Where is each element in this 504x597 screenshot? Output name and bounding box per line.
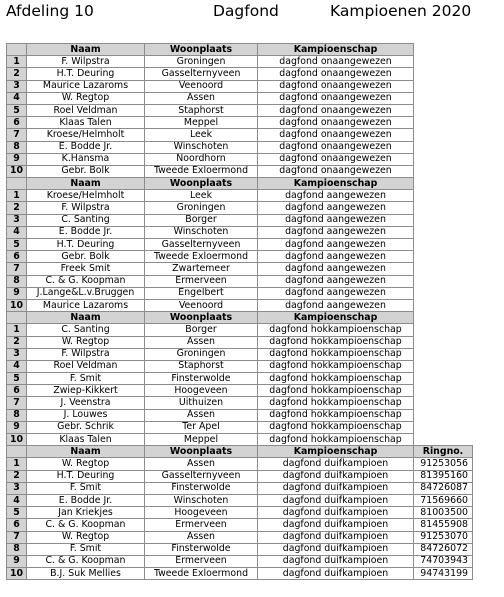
woonplaats-cell: Tweede Exloermond xyxy=(145,568,258,580)
rank-cell: 1 xyxy=(7,56,27,68)
naam-cell: C. & G. Koopman xyxy=(27,555,145,567)
naam-cell: W. Regtop xyxy=(27,458,145,470)
kampioenschap-cell: dagfond aangewezen xyxy=(258,275,414,287)
table-row xyxy=(7,409,473,421)
afdeling-title: Afdeling 10 xyxy=(6,2,94,20)
rank-cell: 5 xyxy=(7,507,27,519)
rank-cell: 3 xyxy=(7,482,27,494)
rank-cell: 8 xyxy=(7,409,27,421)
empty-cell xyxy=(414,153,473,165)
kampioenschap-cell: dagfond onaangewezen xyxy=(258,117,414,129)
kampioenschap-cell: dagfond hokkampioenschap xyxy=(258,336,414,348)
kampioenschap-cell: dagfond duifkampioen xyxy=(258,494,414,506)
naam-cell: W. Regtop xyxy=(27,531,145,543)
table-row xyxy=(7,141,473,153)
table-row xyxy=(7,421,473,433)
woonplaats-cell: Staphorst xyxy=(145,360,258,372)
woonplaats-cell: Assen xyxy=(145,531,258,543)
table-row xyxy=(7,373,473,385)
rank-cell: 2 xyxy=(7,336,27,348)
woonplaats-cell: Hoogeveen xyxy=(145,507,258,519)
naam-cell: Gebr. Bolk xyxy=(27,251,145,263)
empty-cell xyxy=(414,336,473,348)
ringno-cell: 84726087 xyxy=(414,482,473,494)
rank-cell: 8 xyxy=(7,275,27,287)
kampioenschap-cell: dagfond onaangewezen xyxy=(258,68,414,80)
kampioenschap-cell: dagfond onaangewezen xyxy=(258,104,414,116)
naam-cell: E. Bodde Jr. xyxy=(27,141,145,153)
woonplaats-cell: Ter Apel xyxy=(145,421,258,433)
header-ringno: Ringno. xyxy=(414,446,473,458)
woonplaats-cell: Staphorst xyxy=(145,104,258,116)
table-row xyxy=(7,275,473,287)
table-row xyxy=(7,153,473,165)
woonplaats-cell: Finsterwolde xyxy=(145,373,258,385)
table-row xyxy=(7,239,473,251)
table-row xyxy=(7,458,473,470)
ringno-cell: 91253056 xyxy=(414,458,473,470)
naam-cell: B.J. Suk Mellies xyxy=(27,568,145,580)
rank-cell: 2 xyxy=(7,202,27,214)
naam-cell: Jan Kriekjes xyxy=(27,507,145,519)
rank-cell: 6 xyxy=(7,117,27,129)
table-row xyxy=(7,385,473,397)
empty-cell xyxy=(414,56,473,68)
kampioenschap-cell: dagfond aangewezen xyxy=(258,239,414,251)
table-row xyxy=(7,434,473,446)
naam-cell: H.T. Deuring xyxy=(27,239,145,251)
header-empty xyxy=(414,44,473,56)
table-row xyxy=(7,555,473,567)
table-row xyxy=(7,519,473,531)
naam-cell: C. Santing xyxy=(27,324,145,336)
naam-cell: K.Hansma xyxy=(27,153,145,165)
kampioenschap-cell: dagfond duifkampioen xyxy=(258,470,414,482)
header-index xyxy=(7,44,27,56)
rank-cell: 5 xyxy=(7,239,27,251)
page-header xyxy=(6,2,500,24)
kampioenschap-cell: dagfond duifkampioen xyxy=(258,555,414,567)
empty-cell xyxy=(414,434,473,446)
header-empty xyxy=(414,312,473,324)
naam-cell: C. & G. Koopman xyxy=(27,275,145,287)
woonplaats-cell: Gasselternyveen xyxy=(145,239,258,251)
kampioenschap-cell: dagfond duifkampioen xyxy=(258,543,414,555)
rank-cell: 9 xyxy=(7,555,27,567)
table-row xyxy=(7,68,473,80)
rank-cell: 9 xyxy=(7,287,27,299)
naam-cell: Klaas Talen xyxy=(27,117,145,129)
rank-cell: 4 xyxy=(7,226,27,238)
header-woonplaats: Woonplaats xyxy=(145,178,258,190)
table-row xyxy=(7,251,473,263)
rank-cell: 8 xyxy=(7,141,27,153)
empty-cell xyxy=(414,251,473,263)
empty-cell xyxy=(414,299,473,311)
rank-cell: 3 xyxy=(7,348,27,360)
table-row xyxy=(7,494,473,506)
rank-cell: 9 xyxy=(7,153,27,165)
rank-cell: 10 xyxy=(7,568,27,580)
kampioenschap-cell: dagfond duifkampioen xyxy=(258,568,414,580)
woonplaats-cell: Ermerveen xyxy=(145,275,258,287)
kampioenschap-cell: dagfond onaangewezen xyxy=(258,141,414,153)
woonplaats-cell: Borger xyxy=(145,324,258,336)
woonplaats-cell: Assen xyxy=(145,409,258,421)
woonplaats-cell: Winschoten xyxy=(145,494,258,506)
rank-cell: 4 xyxy=(7,360,27,372)
woonplaats-cell: Engelbert xyxy=(145,287,258,299)
rank-cell: 9 xyxy=(7,421,27,433)
table-row xyxy=(7,299,473,311)
header-index xyxy=(7,446,27,458)
kampioenschap-cell: dagfond aangewezen xyxy=(258,263,414,275)
header-index xyxy=(7,178,27,190)
kampioenschap-cell: dagfond hokkampioenschap xyxy=(258,348,414,360)
woonplaats-cell: Veenoord xyxy=(145,80,258,92)
rank-cell: 5 xyxy=(7,373,27,385)
rank-cell: 1 xyxy=(7,324,27,336)
woonplaats-cell: Leek xyxy=(145,190,258,202)
table-row xyxy=(7,324,473,336)
kampioenschap-cell: dagfond hokkampioenschap xyxy=(258,373,414,385)
section-header-row xyxy=(7,446,473,458)
woonplaats-cell: Assen xyxy=(145,336,258,348)
woonplaats-cell: Ermerveen xyxy=(145,519,258,531)
empty-cell xyxy=(414,360,473,372)
woonplaats-cell: Groningen xyxy=(145,348,258,360)
ringno-cell: 94743199 xyxy=(414,568,473,580)
woonplaats-cell: Borger xyxy=(145,214,258,226)
naam-cell: Klaas Talen xyxy=(27,434,145,446)
kampioenschap-cell: dagfond aangewezen xyxy=(258,226,414,238)
rank-cell: 7 xyxy=(7,531,27,543)
kampioenschap-cell: dagfond duifkampioen xyxy=(258,507,414,519)
header-naam: Naam xyxy=(27,44,145,56)
naam-cell: W. Regtop xyxy=(27,336,145,348)
empty-cell xyxy=(414,202,473,214)
naam-cell: Kroese/Helmholt xyxy=(27,129,145,141)
rank-cell: 1 xyxy=(7,190,27,202)
rank-cell: 6 xyxy=(7,251,27,263)
rank-cell: 5 xyxy=(7,104,27,116)
kampioenschap-cell: dagfond duifkampioen xyxy=(258,519,414,531)
empty-cell xyxy=(414,409,473,421)
kampioenschap-cell: dagfond onaangewezen xyxy=(258,80,414,92)
ringno-cell: 84726072 xyxy=(414,543,473,555)
header-kampioenschap: Kampioenschap xyxy=(258,312,414,324)
header-woonplaats: Woonplaats xyxy=(145,446,258,458)
naam-cell: F. Smit xyxy=(27,482,145,494)
rank-cell: 10 xyxy=(7,165,27,177)
ringno-cell: 71569660 xyxy=(414,494,473,506)
naam-cell: C. & G. Koopman xyxy=(27,519,145,531)
rank-cell: 1 xyxy=(7,458,27,470)
dagfond-title: Dagfond xyxy=(213,2,279,20)
woonplaats-cell: Hoogeveen xyxy=(145,385,258,397)
woonplaats-cell: Finsterwolde xyxy=(145,482,258,494)
woonplaats-cell: Tweede Exloermond xyxy=(145,165,258,177)
naam-cell: W. Regtop xyxy=(27,92,145,104)
table-row xyxy=(7,226,473,238)
section-header-row xyxy=(7,312,473,324)
ringno-cell: 74703943 xyxy=(414,555,473,567)
empty-cell xyxy=(414,214,473,226)
empty-cell xyxy=(414,421,473,433)
rank-cell: 3 xyxy=(7,80,27,92)
woonplaats-cell: Winschoten xyxy=(145,141,258,153)
woonplaats-cell: Gasselternyveen xyxy=(145,470,258,482)
kampioenschap-cell: dagfond hokkampioenschap xyxy=(258,421,414,433)
empty-cell xyxy=(414,263,473,275)
table-row xyxy=(7,56,473,68)
empty-cell xyxy=(414,397,473,409)
rank-cell: 4 xyxy=(7,494,27,506)
naam-cell: J.Lange&L.v.Bruggen xyxy=(27,287,145,299)
header-naam: Naam xyxy=(27,178,145,190)
rank-cell: 3 xyxy=(7,214,27,226)
naam-cell: Maurice Lazaroms xyxy=(27,80,145,92)
woonplaats-cell: Ermerveen xyxy=(145,555,258,567)
naam-cell: Roel Veldman xyxy=(27,104,145,116)
table-row xyxy=(7,348,473,360)
empty-cell xyxy=(414,385,473,397)
kampioenschap-cell: dagfond aangewezen xyxy=(258,287,414,299)
ringno-cell: 81395160 xyxy=(414,470,473,482)
rank-cell: 2 xyxy=(7,470,27,482)
kampioenen-title: Kampioenen 2020 xyxy=(330,2,472,20)
table-row xyxy=(7,507,473,519)
naam-cell: C. Santing xyxy=(27,214,145,226)
naam-cell: F. Smit xyxy=(27,543,145,555)
empty-cell xyxy=(414,275,473,287)
kampioenschap-cell: dagfond duifkampioen xyxy=(258,482,414,494)
empty-cell xyxy=(414,348,473,360)
header-naam: Naam xyxy=(27,312,145,324)
woonplaats-cell: Assen xyxy=(145,458,258,470)
header-woonplaats: Woonplaats xyxy=(145,44,258,56)
kampioenschap-cell: dagfond onaangewezen xyxy=(258,92,414,104)
rank-cell: 6 xyxy=(7,519,27,531)
rank-cell: 4 xyxy=(7,92,27,104)
kampioenschap-cell: dagfond aangewezen xyxy=(258,251,414,263)
table-row xyxy=(7,92,473,104)
table-row xyxy=(7,190,473,202)
table-row xyxy=(7,263,473,275)
kampioenen-table xyxy=(6,43,473,580)
empty-cell xyxy=(414,104,473,116)
header-index xyxy=(7,312,27,324)
header-kampioenschap: Kampioenschap xyxy=(258,178,414,190)
kampioenschap-cell: dagfond onaangewezen xyxy=(258,153,414,165)
empty-cell xyxy=(414,373,473,385)
empty-cell xyxy=(414,129,473,141)
naam-cell: Zwiep-Kikkert xyxy=(27,385,145,397)
header-kampioenschap: Kampioenschap xyxy=(258,44,414,56)
kampioenschap-cell: dagfond hokkampioenschap xyxy=(258,385,414,397)
woonplaats-cell: Groningen xyxy=(145,202,258,214)
table-row xyxy=(7,568,473,580)
woonplaats-cell: Tweede Exloermond xyxy=(145,251,258,263)
naam-cell: F. Wilpstra xyxy=(27,348,145,360)
naam-cell: F. Wilpstra xyxy=(27,202,145,214)
rank-cell: 2 xyxy=(7,68,27,80)
kampioenschap-cell: dagfond aangewezen xyxy=(258,202,414,214)
empty-cell xyxy=(414,239,473,251)
empty-cell xyxy=(414,141,473,153)
naam-cell: H.T. Deuring xyxy=(27,68,145,80)
empty-cell xyxy=(414,165,473,177)
woonplaats-cell: Finsterwolde xyxy=(145,543,258,555)
naam-cell: F. Wilpstra xyxy=(27,56,145,68)
kampioenschap-cell: dagfond aangewezen xyxy=(258,299,414,311)
table-row xyxy=(7,543,473,555)
section-header-row xyxy=(7,178,473,190)
rank-cell: 10 xyxy=(7,299,27,311)
kampioenschap-cell: dagfond onaangewezen xyxy=(258,56,414,68)
table-row xyxy=(7,360,473,372)
ringno-cell: 91253070 xyxy=(414,531,473,543)
naam-cell: Gebr. Schrik xyxy=(27,421,145,433)
naam-cell: Maurice Lazaroms xyxy=(27,299,145,311)
kampioenschap-cell: dagfond hokkampioenschap xyxy=(258,397,414,409)
header-empty xyxy=(414,178,473,190)
table-row xyxy=(7,482,473,494)
kampioenschap-cell: dagfond hokkampioenschap xyxy=(258,360,414,372)
woonplaats-cell: Noordhorn xyxy=(145,153,258,165)
table-row xyxy=(7,336,473,348)
naam-cell: Freek Smit xyxy=(27,263,145,275)
kampioenschap-cell: dagfond aangewezen xyxy=(258,190,414,202)
kampioenschap-cell: dagfond hokkampioenschap xyxy=(258,324,414,336)
rank-cell: 7 xyxy=(7,397,27,409)
woonplaats-cell: Winschoten xyxy=(145,226,258,238)
header-naam: Naam xyxy=(27,446,145,458)
rank-cell: 10 xyxy=(7,434,27,446)
rank-cell: 7 xyxy=(7,129,27,141)
naam-cell: Kroese/Helmholt xyxy=(27,190,145,202)
header-kampioenschap: Kampioenschap xyxy=(258,446,414,458)
empty-cell xyxy=(414,226,473,238)
naam-cell: F. Smit xyxy=(27,373,145,385)
kampioenschap-cell: dagfond onaangewezen xyxy=(258,129,414,141)
table-row xyxy=(7,165,473,177)
naam-cell: J. Veenstra xyxy=(27,397,145,409)
naam-cell: E. Bodde Jr. xyxy=(27,226,145,238)
header-woonplaats: Woonplaats xyxy=(145,312,258,324)
empty-cell xyxy=(414,68,473,80)
woonplaats-cell: Assen xyxy=(145,92,258,104)
kampioenschap-cell: dagfond hokkampioenschap xyxy=(258,434,414,446)
table-row xyxy=(7,287,473,299)
rank-cell: 6 xyxy=(7,385,27,397)
section-header-row xyxy=(7,44,473,56)
naam-cell: H.T. Deuring xyxy=(27,470,145,482)
table-row xyxy=(7,117,473,129)
woonplaats-cell: Zwartemeer xyxy=(145,263,258,275)
naam-cell: Roel Veldman xyxy=(27,360,145,372)
table-row xyxy=(7,470,473,482)
table-row xyxy=(7,397,473,409)
woonplaats-cell: Uithuizen xyxy=(145,397,258,409)
empty-cell xyxy=(414,92,473,104)
woonplaats-cell: Gasselternyveen xyxy=(145,68,258,80)
kampioenschap-cell: dagfond duifkampioen xyxy=(258,458,414,470)
woonplaats-cell: Leek xyxy=(145,129,258,141)
kampioenschap-cell: dagfond aangewezen xyxy=(258,214,414,226)
empty-cell xyxy=(414,324,473,336)
kampioenschap-cell: dagfond duifkampioen xyxy=(258,531,414,543)
empty-cell xyxy=(414,190,473,202)
empty-cell xyxy=(414,80,473,92)
kampioenschap-cell: dagfond onaangewezen xyxy=(258,165,414,177)
table-row xyxy=(7,129,473,141)
kampioenschap-cell: dagfond hokkampioenschap xyxy=(258,409,414,421)
ringno-cell: 81455908 xyxy=(414,519,473,531)
ringno-cell: 81003500 xyxy=(414,507,473,519)
naam-cell: Gebr. Bolk xyxy=(27,165,145,177)
rank-cell: 8 xyxy=(7,543,27,555)
table-row xyxy=(7,214,473,226)
table-row xyxy=(7,531,473,543)
naam-cell: J. Louwes xyxy=(27,409,145,421)
empty-cell xyxy=(414,287,473,299)
table-row xyxy=(7,104,473,116)
woonplaats-cell: Meppel xyxy=(145,434,258,446)
woonplaats-cell: Meppel xyxy=(145,117,258,129)
woonplaats-cell: Groningen xyxy=(145,56,258,68)
empty-cell xyxy=(414,117,473,129)
table-row xyxy=(7,202,473,214)
woonplaats-cell: Veenoord xyxy=(145,299,258,311)
rank-cell: 7 xyxy=(7,263,27,275)
table-row xyxy=(7,80,473,92)
naam-cell: E. Bodde Jr. xyxy=(27,494,145,506)
